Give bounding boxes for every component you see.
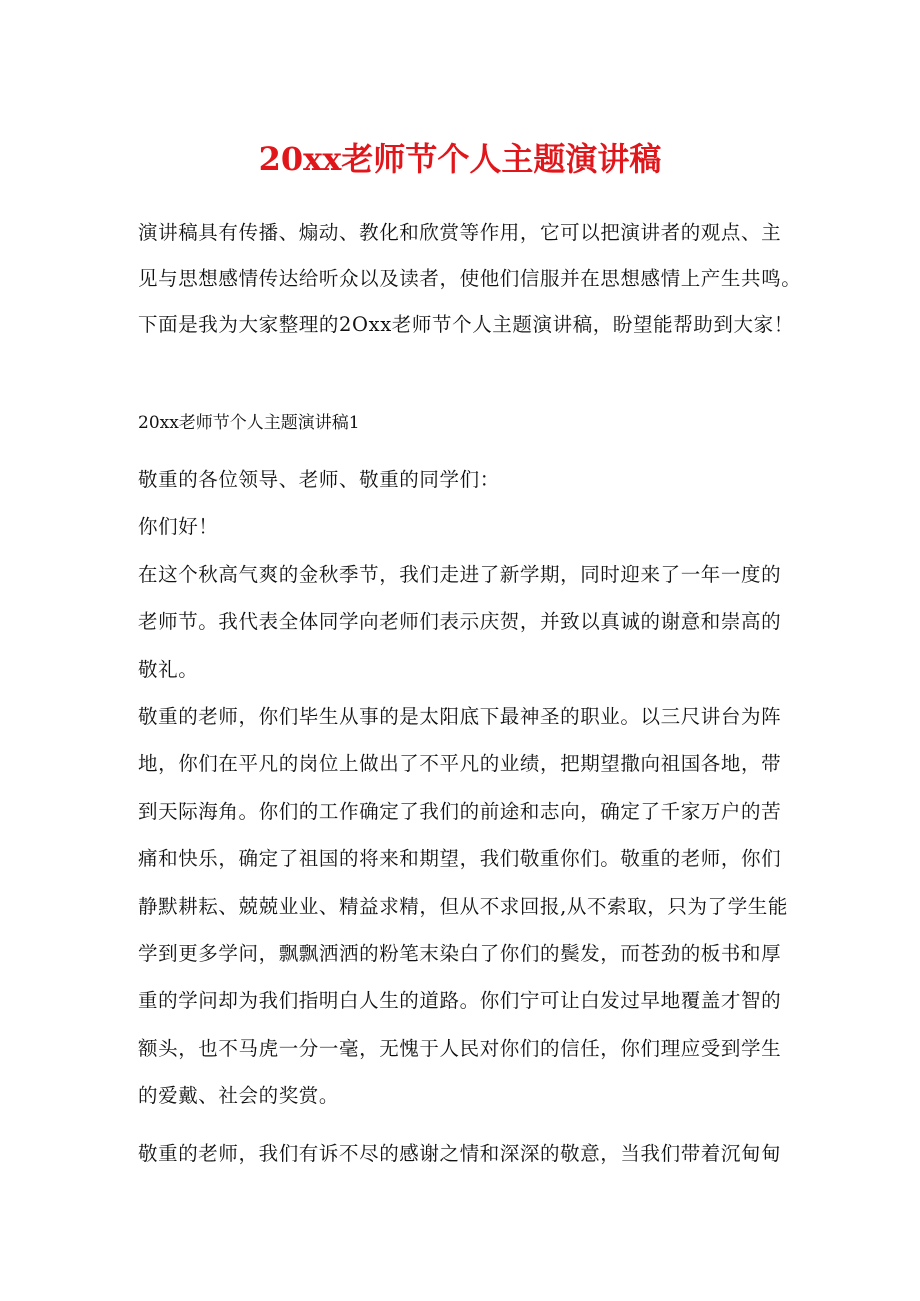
paragraph-line: 到天际海角。你们的工作确定了我们的前途和志向，确定了千家万户的苦 (138, 799, 782, 823)
greeting-paragraph (138, 456, 800, 503)
paragraph-line: 学到更多学问，飘飘洒洒的粉笔末染白了你们的鬓发，而苍劲的板书和厚 (138, 942, 782, 966)
intro-line: 见与思想感情传达给听众以及读者，使他们信服并在思想感情上产生共鸣。 (138, 267, 802, 290)
intro-line: 演讲稿具有传播、煽动、教化和欣赏等作用，它可以把演讲者的观点、主 (138, 221, 782, 244)
intro-paragraph (138, 210, 800, 348)
paragraph-line: 痛和快乐，确定了祖国的将来和期望，我们敬重你们。敬重的老师，你们 (138, 847, 782, 871)
paragraph-line: 地，你们在平凡的岗位上做出了不平凡的业绩，把期望撒向祖国各地，带 (138, 752, 782, 776)
paragraph-line: 敬重的各位领导、老师、敬重的同学们： (138, 468, 500, 491)
paragraph-line: 老师节。我代表全体同学向老师们表示庆贺，并致以真诚的谢意和崇高的 (138, 610, 782, 634)
section-heading: 20xx老师节个人主题演讲稿1 (138, 413, 360, 433)
paragraph-line: 重的学问却为我们指明白人生的道路。你们宁可让白发过早地覆盖才智的 (138, 989, 782, 1013)
paragraph-line: 额头，也不马虎一分一毫，无愧于人民对你们的信任，你们理应受到学生 (138, 1036, 782, 1060)
speech-body (138, 456, 800, 1177)
paragraph-gap (138, 1120, 800, 1130)
document-title: 20xx老师节个人主题演讲稿 (258, 140, 662, 178)
teacher-praise-paragraph (138, 693, 800, 1120)
paragraph-line: 敬重的老师，你们毕生从事的是太阳底下最神圣的职业。以三尺讲台为阵 (138, 705, 782, 729)
paragraph-line: 在这个秋高气爽的金秋季节，我们走进了新学期，同时迎来了一年一度的 (138, 562, 782, 586)
season-paragraph (138, 551, 800, 693)
gratitude-paragraph (138, 1130, 800, 1177)
paragraph-line: 敬重的老师，我们有诉不尽的感谢之情和深深的敬意，当我们带着沉甸甸 (138, 1141, 782, 1165)
hello-paragraph (138, 503, 800, 550)
paragraph-line: 你们好！ (138, 515, 219, 539)
paragraph-line: 的爱戴、社会的奖赏。 (138, 1084, 340, 1108)
paragraph-line: 敬礼。 (138, 657, 199, 681)
intro-line: 下面是我为大家整理的2Oxx老师节个人主题演讲稿，盼望能帮助到大家！ (138, 313, 794, 336)
paragraph-line: 静默耕耘、兢兢业业、精益求精，但从不求回报,从不索取，只为了学生能 (138, 894, 788, 918)
